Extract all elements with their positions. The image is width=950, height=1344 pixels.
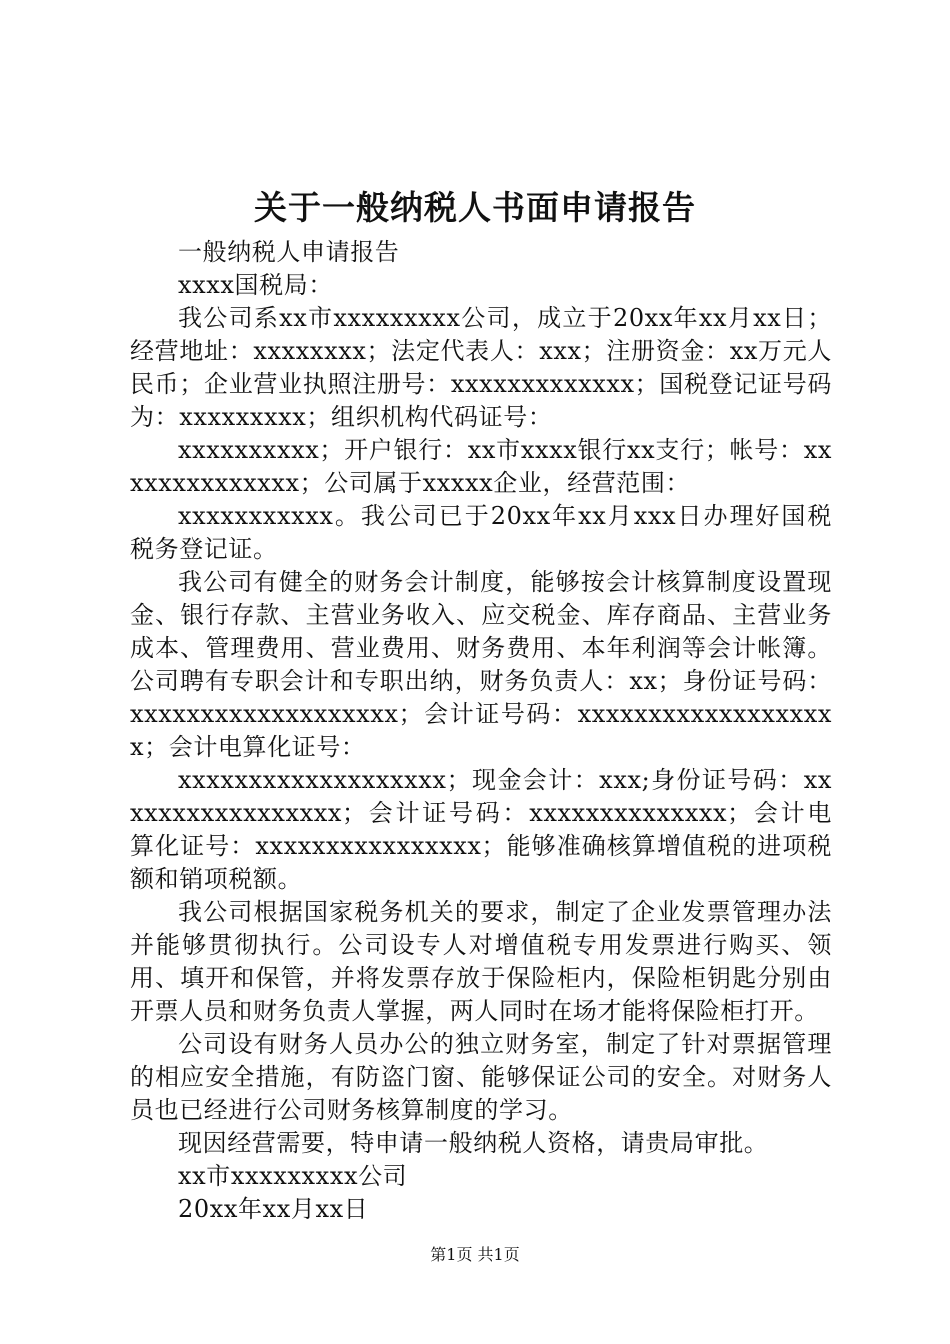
- document-title: 关于一般纳税人书面申请报告: [254, 188, 696, 227]
- signature-company: xx市xxxxxxxxx公司: [178, 1162, 408, 1190]
- signature-date: 20xx年xx月xx日: [178, 1195, 369, 1223]
- paragraph-request: 现因经营需要，特申请一般纳税人资格，请贵局审批。: [178, 1129, 769, 1157]
- paragraph-heading: 一般纳税人申请报告: [178, 238, 400, 266]
- paragraph-invoice-management: 我公司根据国家税务机关的要求，制定了企业发票管理办法并能够贯彻执行。公司设专人对增值税专用发票进行购买、领用、填开和保管，并将发票存放于保险柜内，保险柜钥匙分别由开票人员和财务负责人掌握，两人同时在场才能将保险柜打开。: [130, 898, 832, 1025]
- paragraph-accounting-staff: xxxxxxxxxxxxxxxxxxx；现金会计：xxx;身份证号码：xxxxxxxxxxxxxxxxx；会计证号码：xxxxxxxxxxxxxx；会计电算化证号：xxxxxxxxxxxxxxxx；能够准确核算增值税的进项税额和销项税额。: [130, 766, 832, 893]
- paragraph-accounting-system: 我公司有健全的财务会计制度，能够按会计核算制度设置现金、银行存款、主营业务收入、应交税金、库存商品、主营业务成本、管理费用、营业费用、财务费用、本年利润等会计帐簿。公司聘有专职会计和专职出纳，财务负责人：xx；身份证号码：xxxxxxxxxxxxxxxxxxx；会计证号码：xxxxxxxxxxxxxxxxxxx；会计电算化证号：: [130, 568, 832, 761]
- paragraph-company-info: 我公司系xx市xxxxxxxxx公司，成立于20xx年xx月xx日；经营地址：xxxxxxxx；法定代表人：xxx；注册资金：xx万元人民币；企业营业执照注册号：xxxxxxxxxxxxx；国税登记证号码为：xxxxxxxxx；组织机构代码证号：: [130, 304, 832, 431]
- paragraph-registration: xxxxxxxxxxx。我公司已于20xx年xx月xxx日办理好国税税务登记证。: [130, 502, 832, 563]
- document-body: [130, 236, 832, 1226]
- page-number-footer: 第1页 共1页: [430, 1245, 520, 1264]
- paragraph-addressee: xxxx国税局：: [178, 271, 333, 299]
- paragraph-bank-info: xxxxxxxxxx；开户银行：xx市xxxx银行xx支行；帐号：xxxxxxxxxxxxxx；公司属于xxxxx企业，经营范围：: [130, 436, 832, 497]
- paragraph-finance-office: 公司设有财务人员办公的独立财务室，制定了针对票据管理的相应安全措施，有防盗门窗、能够保证公司的安全。对财务人员也已经进行公司财务核算制度的学习。: [130, 1030, 832, 1124]
